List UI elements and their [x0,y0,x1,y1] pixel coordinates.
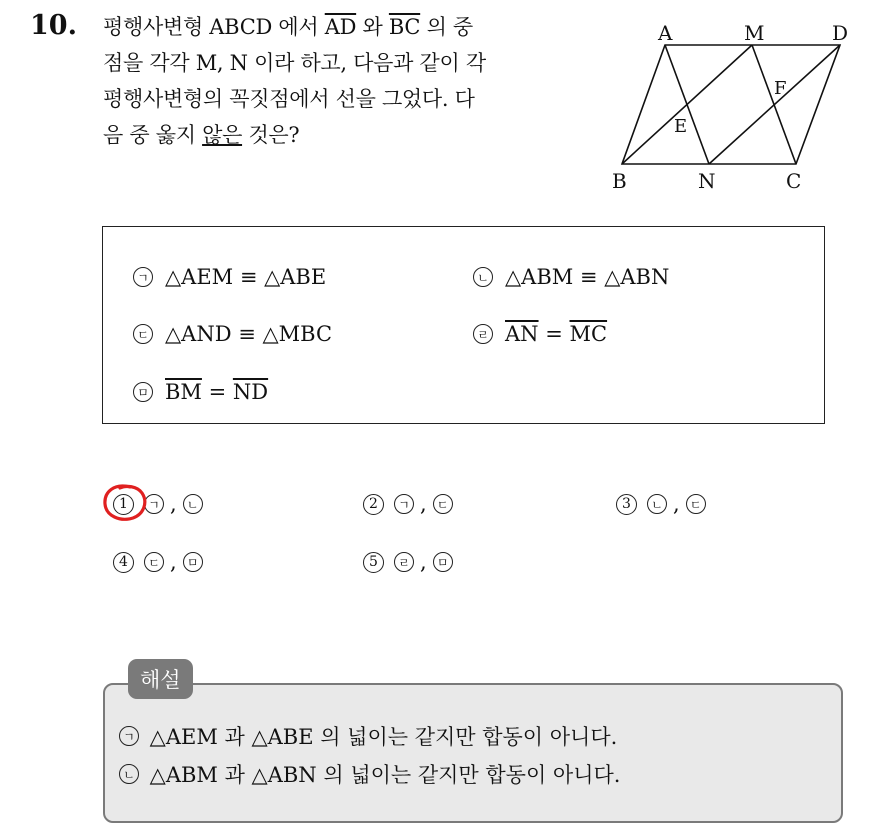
marker-giyeok: ㄱ [144,494,164,514]
question-line-2: 점을 각각 M, N 이라 하고, 다음과 같이 각 [103,51,486,75]
explanation-title-tab: 해설 [128,659,193,699]
equals-sign: = [201,380,233,404]
parallelogram-figure [600,18,870,198]
explanation-line-2 [119,759,620,789]
marker-rieul: ㄹ [394,552,414,572]
marker-mieum: ㅁ [133,382,153,402]
question-line-3: 평행사변형의 꼭짓점에서 선을 그었다. 다 [103,87,475,111]
explanation-text: △AEM 과 △ABE 의 넓이는 같지만 합동이 아니다. [143,725,618,749]
marker-nieun: ㄴ [473,267,493,287]
segment-bm: $\overline{BM}$ [165,380,202,404]
segment-bc: $\overline{BC}$ [388,15,421,39]
segment-nd: $\overline{ND}$ [232,380,269,404]
question-text [103,9,588,153]
answer-circle-mark [100,482,152,524]
explanation-line-1 [119,721,617,751]
label-c: C [786,169,802,193]
question-text-part: 와 [356,15,389,39]
statement-box [102,226,825,424]
choice-3[interactable]: 3 ㄴ , ㄷ [616,492,710,516]
segment-an: $\overline{AN}$ [505,322,539,346]
explanation-text: △ABM 과 △ABN 의 넓이는 같지만 합동이 아니다. [143,763,621,787]
marker-digeut: ㄷ [686,494,706,514]
statement-5 [133,380,268,404]
marker-giyeok: ㄱ [394,494,414,514]
question-line-1 [103,9,588,45]
equals-sign: = [538,322,570,346]
question-text-part: 음 중 옳지 [103,123,203,147]
choice-number: 4 [113,552,134,573]
marker-digeut: ㄷ [133,324,153,344]
marker-digeut: ㄷ [433,494,453,514]
explanation-box [103,683,843,823]
statement-text: △AEM ≡ △ABE [165,265,327,289]
statement-text: △AND ≡ △MBC [165,322,333,346]
marker-digeut: ㄷ [144,552,164,572]
label-a: A [658,21,673,45]
label-n: N [698,169,716,193]
marker-nieun: ㄴ [183,494,203,514]
choice-number: 3 [616,494,637,515]
label-e: E [674,116,688,137]
label-f: F [774,78,787,99]
choice-2[interactable]: 2 ㄱ , ㄷ [363,492,457,516]
choice-number: 1 [113,494,134,515]
marker-nieun: ㄴ [119,764,139,784]
marker-giyeok: ㄱ [133,267,153,287]
line-bm [622,45,752,164]
marker-nieun: ㄴ [647,494,667,514]
parallelogram-abcd [622,45,840,164]
marker-mieum: ㅁ [433,552,453,572]
statement-3 [133,322,332,346]
marker-mieum: ㅁ [183,552,203,572]
statement-4 [473,322,607,346]
statement-text: △ABM ≡ △ABN [505,265,670,289]
choice-5[interactable]: 5 ㄹ , ㅁ [363,550,457,574]
question-line-4 [103,117,588,153]
label-m: M [744,21,765,45]
label-d: D [832,21,849,45]
choice-4[interactable]: 4 ㄷ , ㅁ [113,550,207,574]
marker-giyeok: ㄱ [119,726,139,746]
underlined-word: 않은 [202,123,243,147]
choice-number: 5 [363,552,384,573]
segment-ad: $\overline{AD}$ [324,15,357,39]
marker-rieul: ㄹ [473,324,493,344]
question-text-part: 의 중 [420,15,473,39]
segment-mc: $\overline{MC}$ [569,322,608,346]
label-b: B [612,169,627,193]
line-nd [709,45,840,164]
question-text-part: 것은? [242,123,300,147]
statement-1 [133,265,326,289]
choice-1[interactable]: 1 ㄱ , ㄴ [113,492,207,516]
question-number: 10. [30,10,77,41]
question-text-part: 평행사변형 ABCD 에서 [103,15,325,39]
choice-number: 2 [363,494,384,515]
statement-2 [473,265,669,289]
